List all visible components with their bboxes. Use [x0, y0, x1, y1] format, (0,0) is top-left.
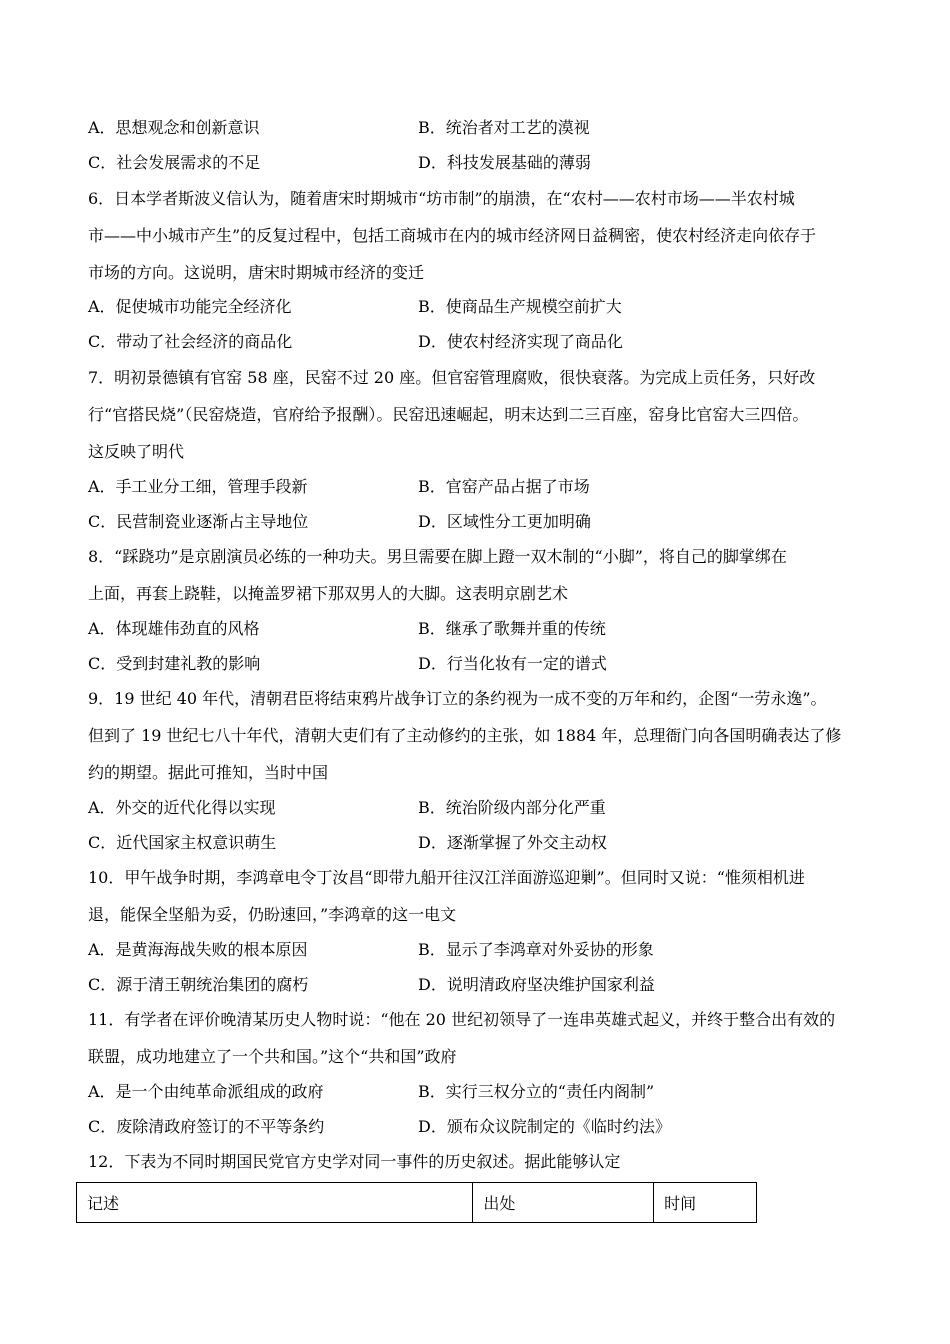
q11-option-c: C．废除清政府签订的不平等条约	[88, 1117, 325, 1136]
table-header-row	[77, 1183, 757, 1223]
q5-option-b: B．统治者对工艺的漠视	[418, 118, 590, 137]
q10-option-a: A．是黄海海战失败的根本原因	[88, 940, 308, 959]
q6-stem-line-1: 6．日本学者斯波义信认为，随着唐宋时期城市“坊市制”的崩溃，在“农村——农村市场——半农村城	[88, 189, 795, 208]
q7-option-a: A．手工业分工细，管理手段新	[88, 477, 308, 496]
q11-option-a: A．是一个由纯革命派组成的政府	[88, 1082, 324, 1101]
q7-stem-line-2: 行“官搭民烧”（民窑烧造，官府给予报酬）。民窑迅速崛起，明末达到二三百座，窑身比官窑大三四倍。	[88, 405, 809, 424]
q6-option-a: A．促使城市功能完全经济化	[88, 297, 292, 316]
q11-option-d: D．颁布众议院制定的《临时约法》	[418, 1117, 671, 1136]
table-header-record: 记述	[77, 1183, 473, 1223]
q7-option-d: D．区域性分工更加明确	[418, 512, 591, 531]
q9-option-d: D．逐渐掌握了外交主动权	[418, 833, 607, 852]
q9-stem-line-2: 但到了 19 世纪七八十年代，清朝大吏们有了主动修约的主张，如 1884 年，总理衙门向各国明确表达了修	[88, 726, 842, 745]
q8-option-a: A．体现雄伟劲直的风格	[88, 619, 260, 638]
q10-stem-line-1: 10．甲午战争时期，李鸿章电令丁汝昌“即带九船开往汉江洋面游巡迎剿”。但同时又说：“惟须相机进	[88, 868, 805, 887]
q9-stem-line-3: 约的期望。据此可推知，当时中国	[88, 763, 329, 782]
q6-option-b: B．使商品生产规模空前扩大	[418, 297, 622, 316]
q9-option-c: C．近代国家主权意识萌生	[88, 833, 277, 852]
q5-option-c: C．社会发展需求的不足	[88, 153, 261, 172]
q7-stem-line-3: 这反映了明代	[88, 442, 185, 461]
q10-option-c: C．源于清王朝统治集团的腐朽	[88, 975, 309, 994]
q12-table	[76, 1182, 757, 1223]
table-header-time: 时间	[654, 1183, 757, 1223]
q9-option-b: B．统治阶级内部分化严重	[418, 798, 606, 817]
q7-stem-line-1: 7．明初景德镇有官窑 58 座，民窑不过 20 座。但官窑管理腐败，很快衰落。为完成上贡任务，只好改	[88, 368, 816, 387]
table-header-source: 出处	[473, 1183, 654, 1223]
q5-option-d: D．科技发展基础的薄弱	[418, 153, 591, 172]
q8-option-b: B．继承了歌舞并重的传统	[418, 619, 606, 638]
q8-option-c: C．受到封建礼教的影响	[88, 654, 261, 673]
q10-option-b: B．显示了李鸿章对外妥协的形象	[418, 940, 654, 959]
q8-stem-line-1: 8．“踩跷功”是京剧演员必练的一种功夫。男旦需要在脚上蹬一双木制的“小脚”，将自己的脚掌绑在	[88, 547, 787, 566]
q11-stem-line-1: 11．有学者在评价晚清某历史人物时说：“他在 20 世纪初领导了一连串英雄式起义，并终于整合出有效的	[88, 1010, 836, 1029]
q5-option-a: A．思想观念和创新意识	[88, 118, 260, 137]
q8-option-d: D．行当化妆有一定的谱式	[418, 654, 607, 673]
q9-option-a: A．外交的近代化得以实现	[88, 798, 276, 817]
q6-option-c: C．带动了社会经济的商品化	[88, 332, 293, 351]
q11-stem-line-2: 联盟，成功地建立了一个共和国。”这个“共和国”政府	[88, 1047, 457, 1066]
q8-stem-line-2: 上面，再套上跷鞋，以掩盖罗裙下那双男人的大脚。这表明京剧艺术	[88, 584, 569, 603]
q12-stem: 12．下表为不同时期国民党官方史学对同一事件的历史叙述。据此能够认定	[88, 1152, 621, 1171]
q10-option-d: D．说明清政府坚决维护国家利益	[418, 975, 655, 994]
q6-stem-line-3: 市场的方向。这说明，唐宋时期城市经济的变迁	[88, 263, 425, 282]
q11-option-b: B．实行三权分立的“责任内阁制”	[418, 1082, 655, 1101]
q10-stem-line-2: 退，能保全坚船为妥，仍盼速回，”李鸿章的这一电文	[88, 905, 457, 924]
q6-option-d: D．使农村经济实现了商品化	[418, 332, 623, 351]
q7-option-c: C．民营制瓷业逐渐占主导地位	[88, 512, 309, 531]
q6-stem-line-2: 市——中小城市产生”的反复过程中，包括工商城市在内的城市经济网日益稠密，使农村经济走向依存于	[88, 226, 817, 245]
q7-option-b: B．官窑产品占据了市场	[418, 477, 590, 496]
q9-stem-line-1: 9．19 世纪 40 年代，清朝君臣将结束鸦片战争订立的条约视为一成不变的万年和约，企图“一劳永逸”。	[88, 689, 827, 708]
